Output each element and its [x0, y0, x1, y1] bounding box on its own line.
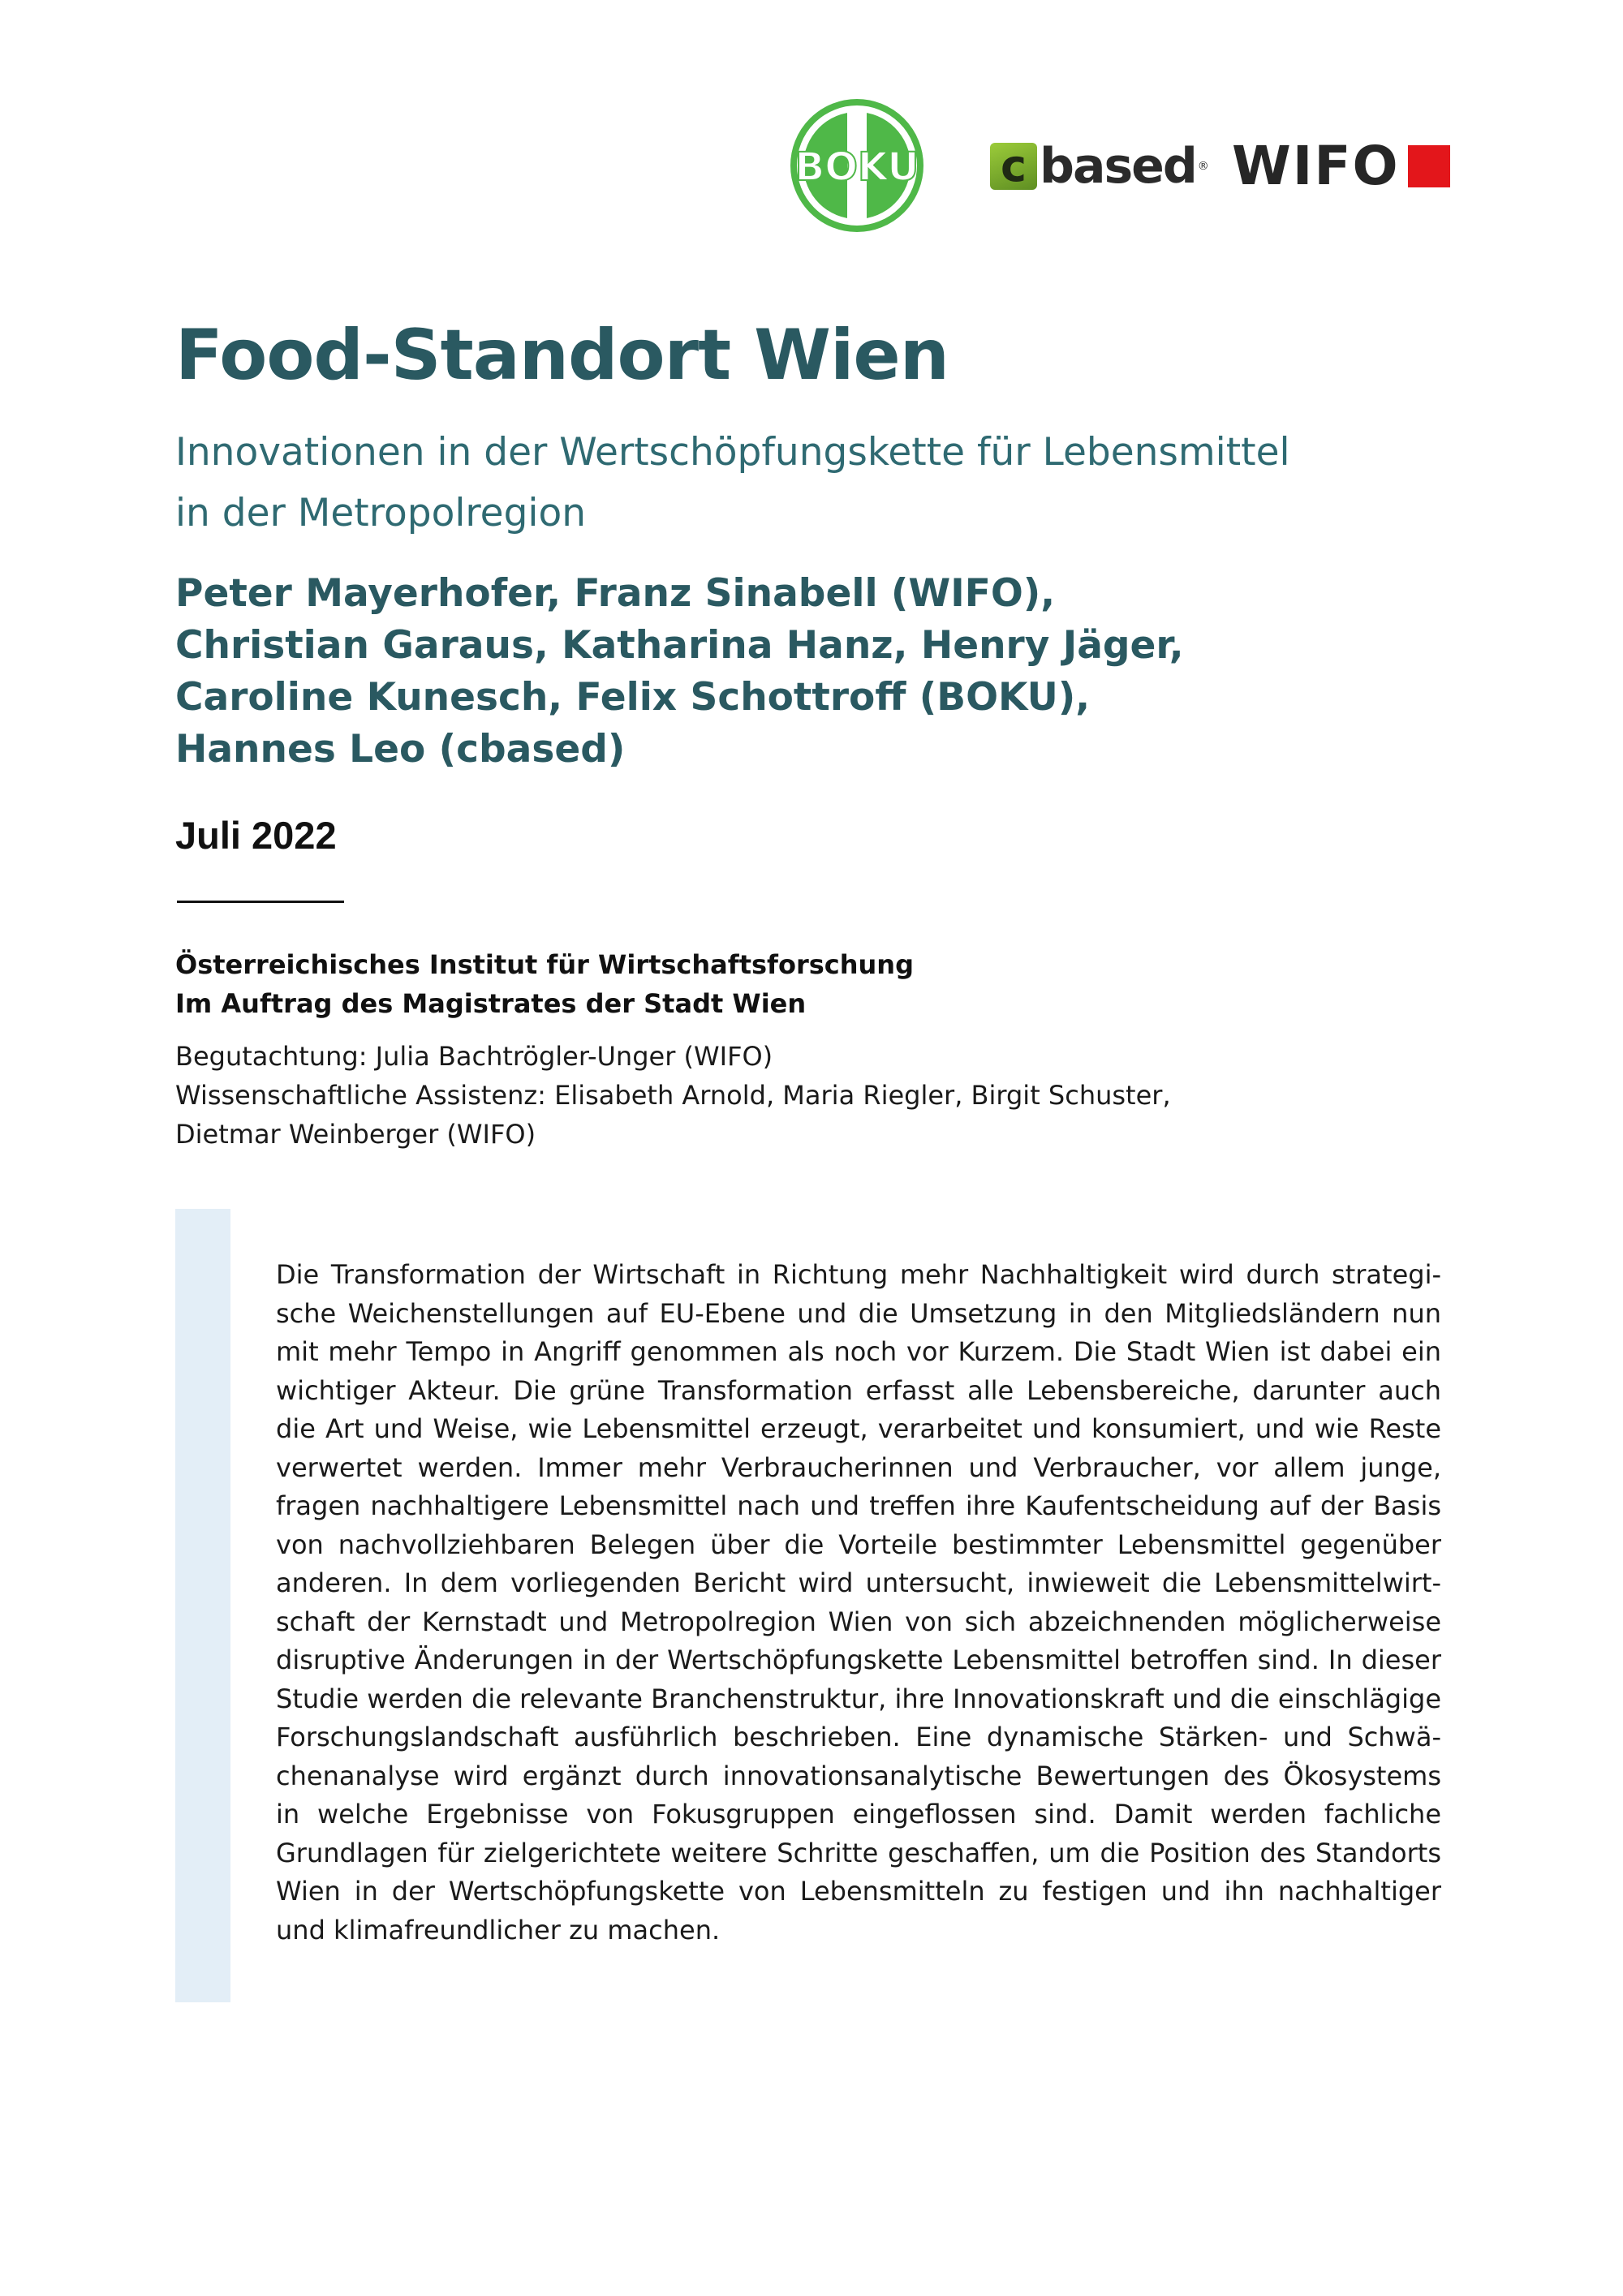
- boku-logo: [790, 99, 923, 232]
- abstract-line: mit mehr Tempo in Angriff genommen als noch vor Kurzem. Die Stadt Wien ist dabei ein: [276, 1336, 1441, 1367]
- abstract-line: disruptive Änderungen in der Wertschöpfungskette Lebensmittel betroffen sind. In dieser: [276, 1645, 1441, 1675]
- abstract-accent-bar: [175, 1209, 230, 2002]
- publication-date: Juli 2022: [175, 814, 337, 857]
- author-list: [175, 568, 1184, 776]
- cbased-registered-mark: ®: [1197, 160, 1209, 173]
- abstract-line: anderen. In dem vorliegenden Bericht wird untersucht, inwieweit die Lebensmittelwirt-: [276, 1567, 1441, 1598]
- cbased-logo-mark: c: [990, 143, 1037, 190]
- document-title: Food-Standort Wien: [175, 315, 949, 396]
- divider: [177, 901, 344, 903]
- institution-info: [175, 945, 914, 1023]
- author-line: Peter Mayerhofer, Franz Sinabell (WIFO),: [175, 571, 1056, 616]
- institution-line: Österreichisches Institut für Wirtschaftsforschung: [175, 949, 914, 980]
- abstract-line: Wien in der Wertschöpfungskette von Lebensmitteln zu festigen und ihn nachhaltiger: [276, 1876, 1441, 1907]
- abstract-line: die Art und Weise, wie Lebensmittel erzeugt, verarbeitet und konsumiert, und wie Reste: [276, 1413, 1441, 1444]
- wifo-logo-square: [1408, 145, 1450, 187]
- institution-line: Im Auftrag des Magistrates der Stadt Wien: [175, 988, 807, 1019]
- wifo-logo: [1232, 135, 1450, 197]
- subtitle-line: in der Metropolregion: [175, 491, 587, 535]
- abstract-line: wichtiger Akteur. Die grüne Transformation erfasst alle Lebensbereiche, darunter auch: [276, 1374, 1441, 1406]
- subtitle-line: Innovationen in der Wertschöpfungskette für Lebensmittel: [175, 430, 1290, 475]
- logo-bar: [787, 96, 1436, 234]
- credit-line: Dietmar Weinberger (WIFO): [175, 1119, 536, 1150]
- cbased-logo: [990, 138, 1209, 195]
- credit-line: Wissenschaftliche Assistenz: Elisabeth Arnold, Maria Riegler, Birgit Schuster,: [175, 1080, 1171, 1111]
- credit-line: Begutachtung: Julia Bachtrögler-Unger (WIFO): [175, 1041, 773, 1072]
- credits: [175, 1037, 1171, 1154]
- abstract-line: Studie werden die relevante Branchenstruktur, ihre Innovationskraft und die einschlägige: [276, 1683, 1441, 1714]
- abstract-line: schaft der Kernstadt und Metropolregion Wien von sich abzeichnenden möglicherweise: [276, 1606, 1441, 1637]
- boku-logo-text: BOKU: [794, 144, 919, 190]
- abstract-line: fragen nachhaltigere Lebensmittel nach und treffen ihre Kaufentscheidung auf der Basis: [276, 1490, 1441, 1521]
- abstract-line: verwertet werden. Immer mehr Verbraucherinnen und Verbraucher, vor allem junge,: [276, 1451, 1441, 1483]
- author-line: Caroline Kunesch, Felix Schottroff (BOKU),: [175, 675, 1091, 720]
- document-subtitle: [175, 422, 1441, 544]
- cbased-logo-text: based: [1040, 138, 1196, 195]
- abstract: [276, 1256, 1441, 1950]
- abstract-line: Die Transformation der Wirtschaft in Richtung mehr Nachhaltigkeit wird durch strategi-: [276, 1259, 1441, 1290]
- abstract-line: Grundlagen für zielgerichtete weitere Schritte geschaffen, um die Position des Standorts: [276, 1837, 1441, 1868]
- author-line: Hannes Leo (cbased): [175, 727, 626, 772]
- abstract-line: sche Weichenstellungen auf EU-Ebene und die Umsetzung in den Mitgliedsländern nun: [276, 1297, 1441, 1329]
- abstract-line: und klimafreundlicher zu machen.: [276, 1914, 721, 1946]
- author-line: Christian Garaus, Katharina Hanz, Henry Jäger,: [175, 623, 1184, 668]
- abstract-line: in welche Ergebnisse von Fokusgruppen eingeflossen sind. Damit werden fachliche: [276, 1799, 1441, 1829]
- abstract-line: Forschungslandschaft ausführlich beschrieben. Eine dynamische Stärken- und Schwä-: [276, 1722, 1441, 1752]
- wifo-logo-text: WIFO: [1232, 135, 1400, 197]
- abstract-line: von nachvollziehbaren Belegen über die Vorteile bestimmter Lebensmittel gegenüber: [276, 1529, 1441, 1560]
- abstract-line: chenanalyse wird ergänzt durch innovationsanalytische Bewertungen des Ökosystems: [276, 1760, 1441, 1791]
